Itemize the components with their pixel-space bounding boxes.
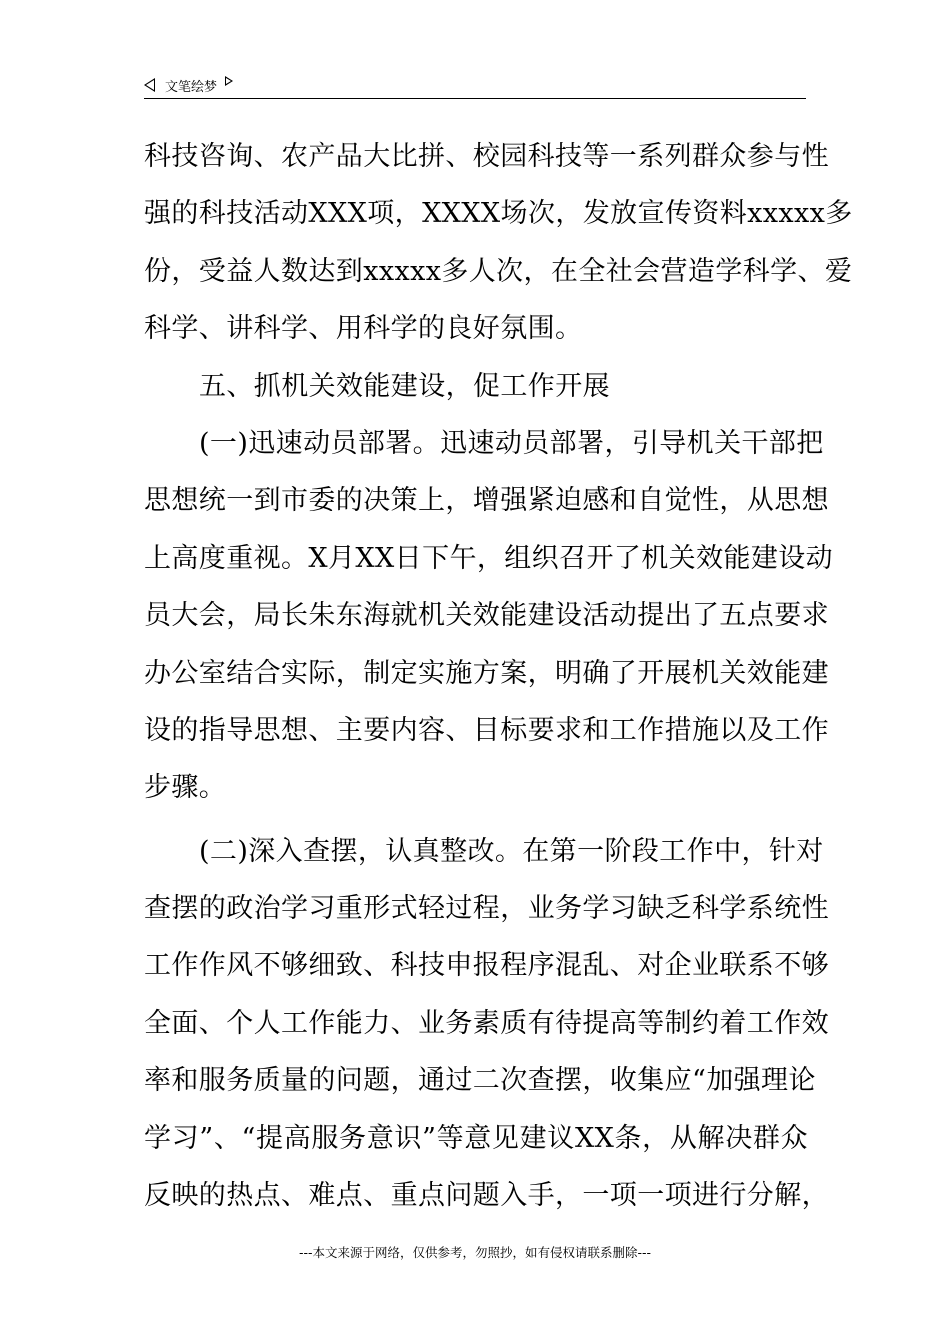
text-line: 办公室结合实际，制定实施方案，明确了开展机关效能建 [144,657,829,689]
text-line: 份，受益人数达到xxxxx多人次，在全社会营造学科学、爱 [144,255,853,287]
section-heading [144,358,808,415]
text-line: 上高度重视。X月XX日下午，组织召开了机关效能建设动 [144,542,834,574]
paragraph [144,128,853,358]
text-line: 步骤。 [144,772,227,804]
text-line: 五、抓机关效能建设，促工作开展 [199,370,610,402]
page-header [144,72,806,99]
triangle-right-icon [225,76,233,86]
text-line: 思想统一到市委的决策上，增强紧迫感和自觉性，从思想 [144,485,829,517]
text-line: 员大会，局长朱东海就机关效能建设活动提出了五点要求 [144,600,829,632]
text-line: 率和服务质量的问题，通过二次查摆，收集应“加强理论 [144,1065,816,1097]
paragraph [144,823,829,1225]
text-line: 设的指导思想、主要内容、目标要求和工作措施以及工作 [144,714,829,746]
text-line: 科学、讲科学、用科学的良好氛围。 [144,313,583,345]
paragraph [144,415,834,817]
header-title: 文笔绘梦 [165,79,218,95]
text-line: 查摆的政治学习重形式轻过程，业务学习缺乏科学系统性 [144,893,829,925]
text-line: 强的科技活动XXX项，XXXX场次，发放宣传资料xxxxx多 [144,198,853,230]
text-line: 科技咨询、农产品大比拼、校园科技等一系列群众参与性 [144,141,829,172]
text-line: (一)迅速动员部署。迅速动员部署，引导机关干部把 [199,427,824,459]
document-body [144,128,853,1224]
text-line: 全面、个人工作能力、业务素质有待提高等制约着工作效 [144,1007,829,1039]
triangle-left-icon [144,78,155,92]
text-line: 反映的热点、难点、重点问题入手，一项一项进行分解， [144,1180,829,1212]
text-line: 工作作风不够细致、科技申报程序混乱、对企业联系不够 [144,950,829,982]
page-footer: ---本文来源于网络，仅供参考，勿照抄，如有侵权请联系删除--- [298,1245,652,1260]
text-line: (二)深入查摆，认真整改。在第一阶段工作中，针对 [199,835,824,867]
text-line: 学习”、“提高服务意识”等意见建议XX条，从解决群众 [144,1122,808,1154]
